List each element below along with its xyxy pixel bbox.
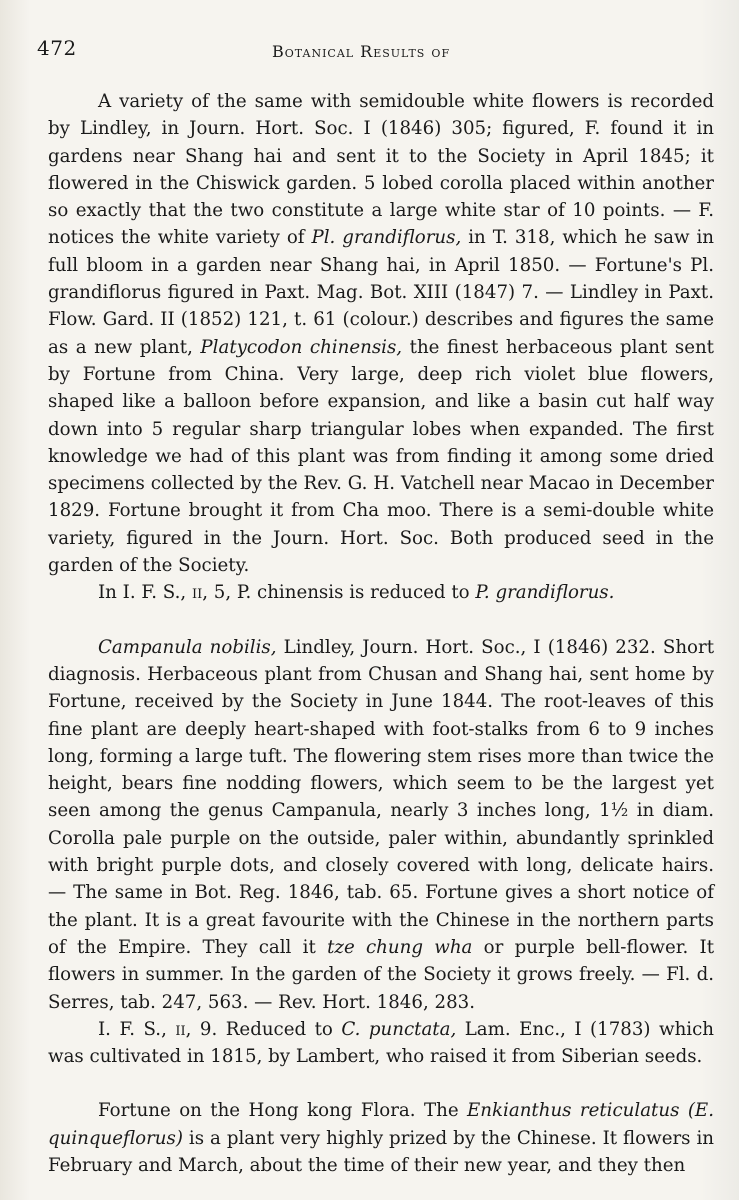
species-name: Platycodon chinensis, (200, 336, 403, 358)
species-name: P. grandiflorus. (475, 582, 615, 604)
page-header (37, 36, 717, 68)
paragraph-campanula-nobilis (48, 634, 714, 1016)
paragraph-ifs-platycodon (48, 579, 714, 606)
text-segment: the finest herbaceous plant sent by Fortune from China. Very large, deep rich violet blue flowers, shaped like a balloon before expansion, and like a basin cut half way down into 5 regular sharp triangular lobes when expanded. The first knowledge we had of this plant was from finding it among some dried specimens collected by the Rev. G. H. Vatchell near Macao in December 1829. Fortune brought it from Cha moo. There is a semi-double white variety, figured in the Journ. Hort. Soc. Both produced seed in the garden of the Society. (48, 336, 714, 577)
text-segment: Lam. Enc., I (1783) which was cultivated in 1815, by Lambert, who raised it from Siberian seeds. (48, 1018, 715, 1068)
text-segment: is a plant very highly prized by the Chinese. It flowers in February and March, about the time of their new year, and they then (48, 1127, 714, 1176)
paragraph-platycodon-variety (48, 88, 714, 579)
text-segment: or purple bell-flower. It flowers in summer. In the garden of the Society it grows freely. — Fl. d. Serres, tab. 247, 563. — Rev. Hort. 1846, 283. (48, 936, 715, 1013)
volume-numeral: ii (191, 582, 203, 604)
species-name: Pl. grandiflorus, (311, 227, 462, 249)
text-segment: A variety of the same with semidouble white flowers is recorded by Lindley, in Journ. Hort. Soc. I (1846) 305; figured, F. found it in gardens near Shang hai and sent it to the Society in April 1845; it flowered in the Chiswick garden. 5 lobed corolla placed within another so exactly that the two constitute a large white star of 10 points. — F. notices the white variety of (48, 91, 714, 249)
paragraph-hong-kong-flora (48, 1097, 714, 1179)
species-name: Enkianthus reticulatus (E. quinqueflorus) (48, 1100, 714, 1149)
text-segment: in T. 318, which he saw in full bloom in a garden near Shang hai, in April 1850. — Fortune's Pl. grandiflorus figured in Paxt. Mag. Bot. XIII (1847) 7. — Lindley in Paxt. Flow. Gard. II (1852) 121, t. 61 (colour.) describes and figures the same as a new plant, (48, 227, 715, 358)
running-head: Botanical Results of (272, 42, 451, 61)
text-segment: , 5, P. chinensis is reduced to (202, 582, 476, 604)
paragraph-ifs-campanula (48, 1016, 714, 1071)
species-name: C. punctata, (341, 1018, 457, 1040)
text-segment: , 9. Reduced to (185, 1018, 342, 1040)
text-segment: Fortune on the Hong kong Flora. The (98, 1100, 468, 1122)
text-segment: In I. F. S., (98, 582, 192, 604)
page-number: 472 (37, 36, 77, 60)
volume-numeral: ii (175, 1018, 186, 1040)
species-name: Campanula nobilis, (98, 636, 277, 658)
text-segment: I. F. S., (98, 1018, 176, 1040)
chinese-name: tze chung wha (327, 936, 473, 958)
text-segment: Lindley, Journ. Hort. Soc., I (1846) 232. Short diagnosis. Herbaceous plant from Chusan and Shang hai, sent home by Fortune, received by the Society in June 1844. The root-leaves of this fine plant are deeply heart-shaped with foot-stalks from 6 to 9 inches long, forming a large tuft. The flowering stem rises more than twice the height, bears fine nodding flowers, which seem to be the largest yet seen among the genus Campanula, nearly 3 inches long, 1½ in diam. Corolla pale purple on the outside, paler within, abundantly sprinkled with bright purple dots, and closely covered with long, delicate hairs. — The same in Bot. Reg. 1846, tab. 65. Fortune gives a short notice of the plant. It is a great favourite with the Chinese in the northern parts of the Empire. They call it (48, 636, 715, 958)
body-text (48, 88, 714, 1179)
